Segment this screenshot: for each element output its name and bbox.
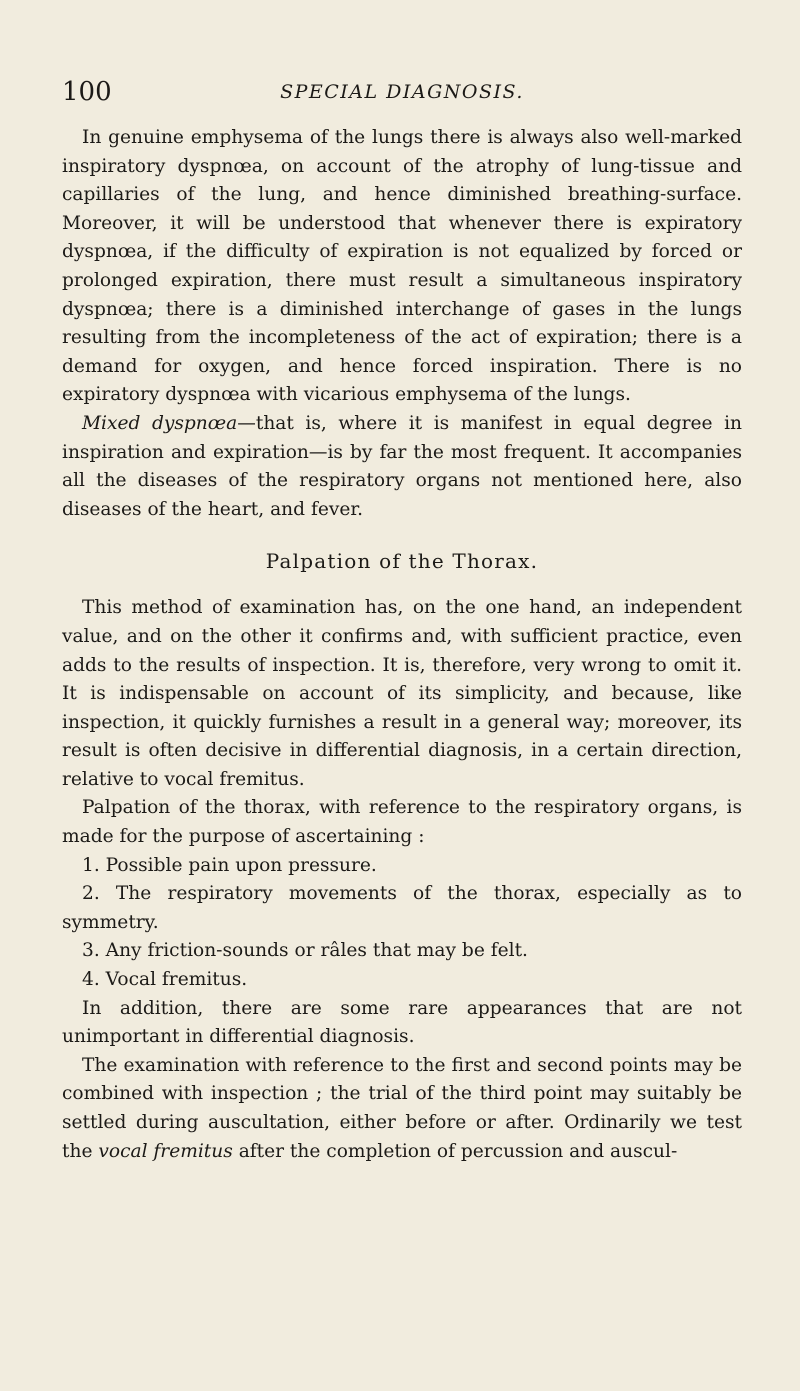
running-title: SPECIAL DIAGNOSIS.: [280, 81, 524, 103]
list-item: 4. Vocal fremitus.: [82, 969, 248, 991]
paragraph-emphysema: In genuine emphysema of the lungs there is always also well-marked inspiratory dyspnœa, on account of the atrophy of lung-tissue and capillaries of the lung, and hence diminished breathing-surface. Moreover, it will be understood that whenever there is expiratory dyspnœa, if the difficulty of expiration is not equalized by forced or prolonged expiration, there must result a simultaneous inspiratory dyspnœa; there is a diminished interchange of gases in the lungs resulting from the incompleteness of the act of expiration; there is a demand for oxygen, and hence forced inspiration. There is no expiratory dyspnœa with vicarious emphysema of the lungs.: [62, 127, 742, 406]
mixed-dyspnoea-term: Mixed dyspnœa: [82, 412, 238, 434]
page-number: 100: [62, 77, 112, 107]
paragraph-mixed-dyspnoea: [62, 410, 742, 524]
paragraph-rare-appearances: In addition, there are some rare appearances that are not unimportant in differential diagnosis.: [62, 997, 742, 1048]
section-heading: Palpation of the Thorax.: [265, 549, 539, 574]
vocal-fremitus-term: vocal fremitus: [98, 1140, 233, 1162]
paragraph-method: This method of examination has, on the one hand, an independent value, and on the other it confirms and, with sufficient practice, even adds to the results of inspection. It is, therefore, very wrong to omit it. It is indispensable on account of its simplicity, and because, like inspection, it quickly furnishes a result in a general way; moreover, its result is often decisive in differential diagnosis, in a certain direction, relative to vocal fremitus.: [62, 597, 742, 790]
palpation-list: [62, 852, 742, 995]
list-item: 3. Any friction-sounds or râles that may be felt.: [82, 940, 528, 962]
list-item: 2. The respiratory movements of the thorax, especially as to symmetry.: [62, 883, 742, 933]
examination-text: The examination with reference to the first and second points may be combined with inspection ; the trial of the third point may suitably be settled during auscultation, either before or after.: [62, 1054, 742, 1133]
final-text-before: Ordinarily we test the: [62, 1112, 742, 1162]
paragraph-examination: [62, 1052, 742, 1166]
final-text-after: after the completion of percussion and auscul-: [232, 1140, 678, 1162]
body-text: [62, 124, 742, 1166]
page-header: [62, 76, 742, 108]
mixed-dyspnoea-text: —that is, where it is manifest in equal degree in inspiration and expiration—is by far the most frequent. It accompanies all the diseases of the respiratory organs not mentioned here, also diseases of the heart, and fever.: [62, 412, 742, 520]
list-item: 1. Possible pain upon pressure.: [82, 854, 377, 876]
paragraph-purpose: Palpation of the thorax, with reference to the respiratory organs, is made for the purpose of ascertaining :: [62, 797, 742, 848]
